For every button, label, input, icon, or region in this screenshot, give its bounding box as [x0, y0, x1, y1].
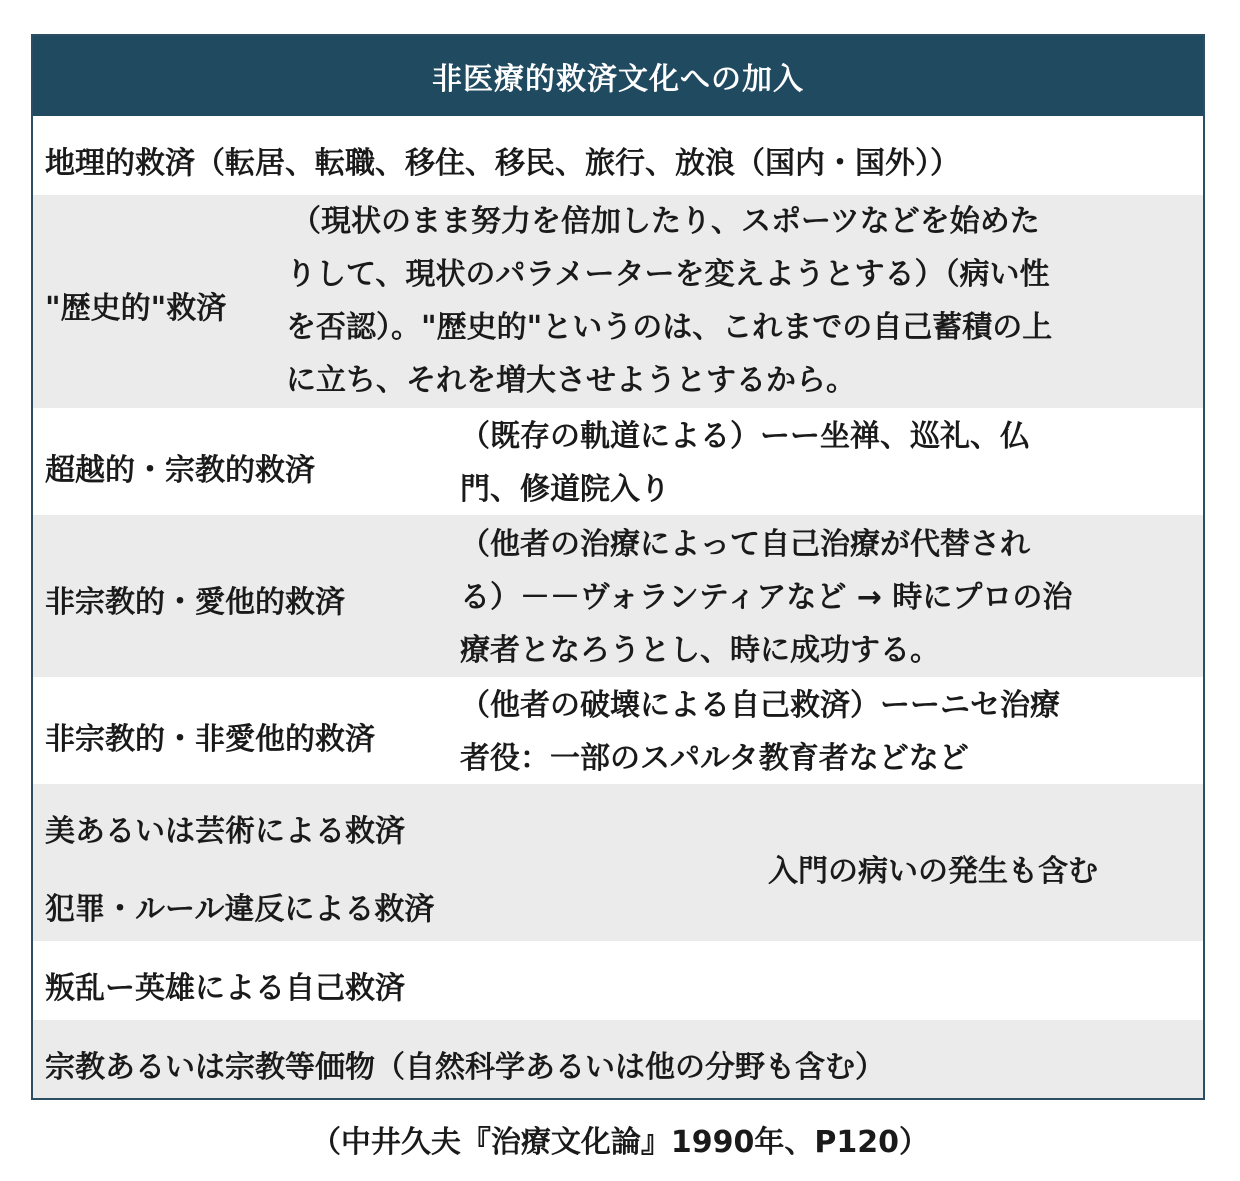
table-row: [33, 677, 1203, 784]
row-description: （他者の治療によって自己治療が代替され る）－－ヴォランティアなど → 時にプロの治 療者となろうとし、時に成功する。: [460, 527, 1073, 668]
table-row: [33, 408, 1203, 515]
citation: （中井久夫『治療文化論』1990年、P120）: [310, 1125, 930, 1160]
row-description: （現状のまま努力を倍加したり、スポーツなどを始めた りして、現状のパラメーターを変えようとする）（病い性 を否認）。"歴史的"というのは、これまでの自己蓄積の上 に立ち、それを増大させようとするから。: [286, 204, 1053, 398]
table-row: [33, 1020, 1203, 1098]
table-header: 非医療的救済文化への加入: [33, 36, 1203, 116]
table-row: [33, 116, 1203, 195]
table-row: [33, 195, 1203, 408]
table-row: [33, 515, 1203, 677]
row-label: 非宗教的・愛他的救済: [45, 585, 345, 620]
table-row: [33, 784, 1203, 941]
table-row: [33, 941, 1203, 1020]
row-label: 叛乱ー英雄による自己救済: [45, 971, 405, 1006]
row-label: 地理的救済（転居、転職、移住、移民、旅行、放浪（国内・国外））: [45, 146, 960, 181]
row-label: 非宗教的・非愛他的救済: [45, 722, 375, 757]
row-note: 入門の病いの発生も含む: [768, 854, 1098, 889]
row-label: "歴史的"救済: [45, 291, 227, 326]
row-label-secondary: 犯罪・ルール違反による救済: [45, 892, 435, 927]
row-description: （他者の破壊による自己救済）ーーニセ治療 者役：一部のスパルタ教育者などなど: [460, 688, 1060, 776]
row-label: 美あるいは芸術による救済: [45, 814, 405, 849]
row-description: （既存の軌道による）ーー坐禅、巡礼、仏 門、修道院入り: [460, 419, 1030, 507]
salvation-table: [31, 34, 1205, 1100]
row-label: 超越的・宗教的救済: [45, 453, 315, 488]
row-label: 宗教あるいは宗教等価物（自然科学あるいは他の分野も含む）: [45, 1050, 885, 1085]
